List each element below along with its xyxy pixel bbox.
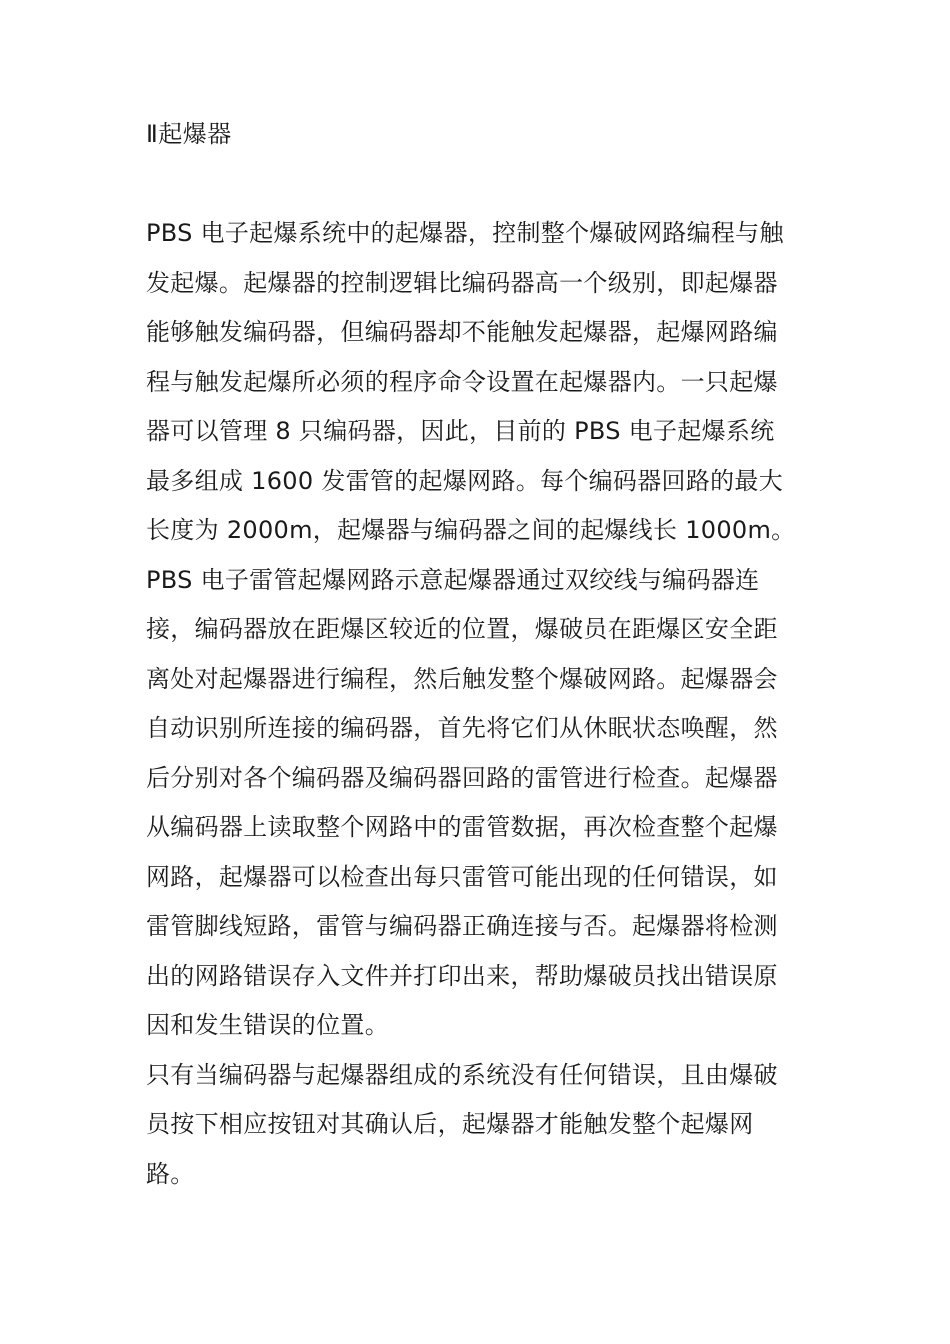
text-line: 只有当编码器与起爆器组成的系统没有任何错误，且由爆破 — [146, 1060, 778, 1089]
text-line: 长度为 2000m，起爆器与编码器之间的起爆线长 1000m。 — [146, 516, 796, 544]
text-line: 程与触发起爆所必须的程序命令设置在起爆器内。一只起爆 — [146, 367, 778, 396]
text-line: 发起爆。起爆器的控制逻辑比编码器高一个级别，即起爆器 — [146, 268, 778, 297]
text-line: 离处对起爆器进行编程，然后触发整个爆破网路。起爆器会 — [146, 664, 778, 693]
text-line: 网路，起爆器可以检查出每只雷管可能出现的任何错误，如 — [146, 862, 778, 891]
text-line: 从编码器上读取整个网路中的雷管数据，再次检查整个起爆 — [146, 813, 778, 841]
text-line: 器可以管理 8 只编码器，因此，目前的 PBS 电子起爆系统 — [146, 417, 775, 445]
text-line: PBS 电子雷管起爆网路示意起爆器通过双绞线与编码器连 — [146, 565, 760, 594]
text-line: 员按下相应按钮对其确认后，起爆器才能触发整个起爆网 — [146, 1110, 754, 1138]
text-line: 出的网路错误存入文件并打印出来，帮助爆破员找出错误原 — [146, 961, 778, 990]
text-line: 雷管脚线短路，雷管与编码器正确连接与否。起爆器将检测 — [146, 912, 778, 940]
text-line: PBS 电子起爆系统中的起爆器，控制整个爆破网路编程与触 — [146, 219, 784, 247]
text-line: 因和发生错误的位置。 — [146, 1011, 389, 1039]
text-line: 接，编码器放在距爆区较近的位置，爆破员在距爆区安全距 — [146, 615, 778, 643]
body-text — [146, 209, 826, 1199]
text-line: 后分别对各个编码器及编码器回路的雷管进行检查。起爆器 — [146, 763, 778, 792]
section-heading: Ⅱ起爆器 — [146, 120, 232, 148]
text-line: 最多组成 1600 发雷管的起爆网路。每个编码器回路的最大 — [146, 466, 784, 495]
text-line: 路。 — [146, 1159, 195, 1188]
text-line: 能够触发编码器，但编码器却不能触发起爆器，起爆网路编 — [146, 318, 778, 346]
text-line: 自动识别所连接的编码器，首先将它们从休眠状态唤醒，然 — [146, 714, 778, 742]
